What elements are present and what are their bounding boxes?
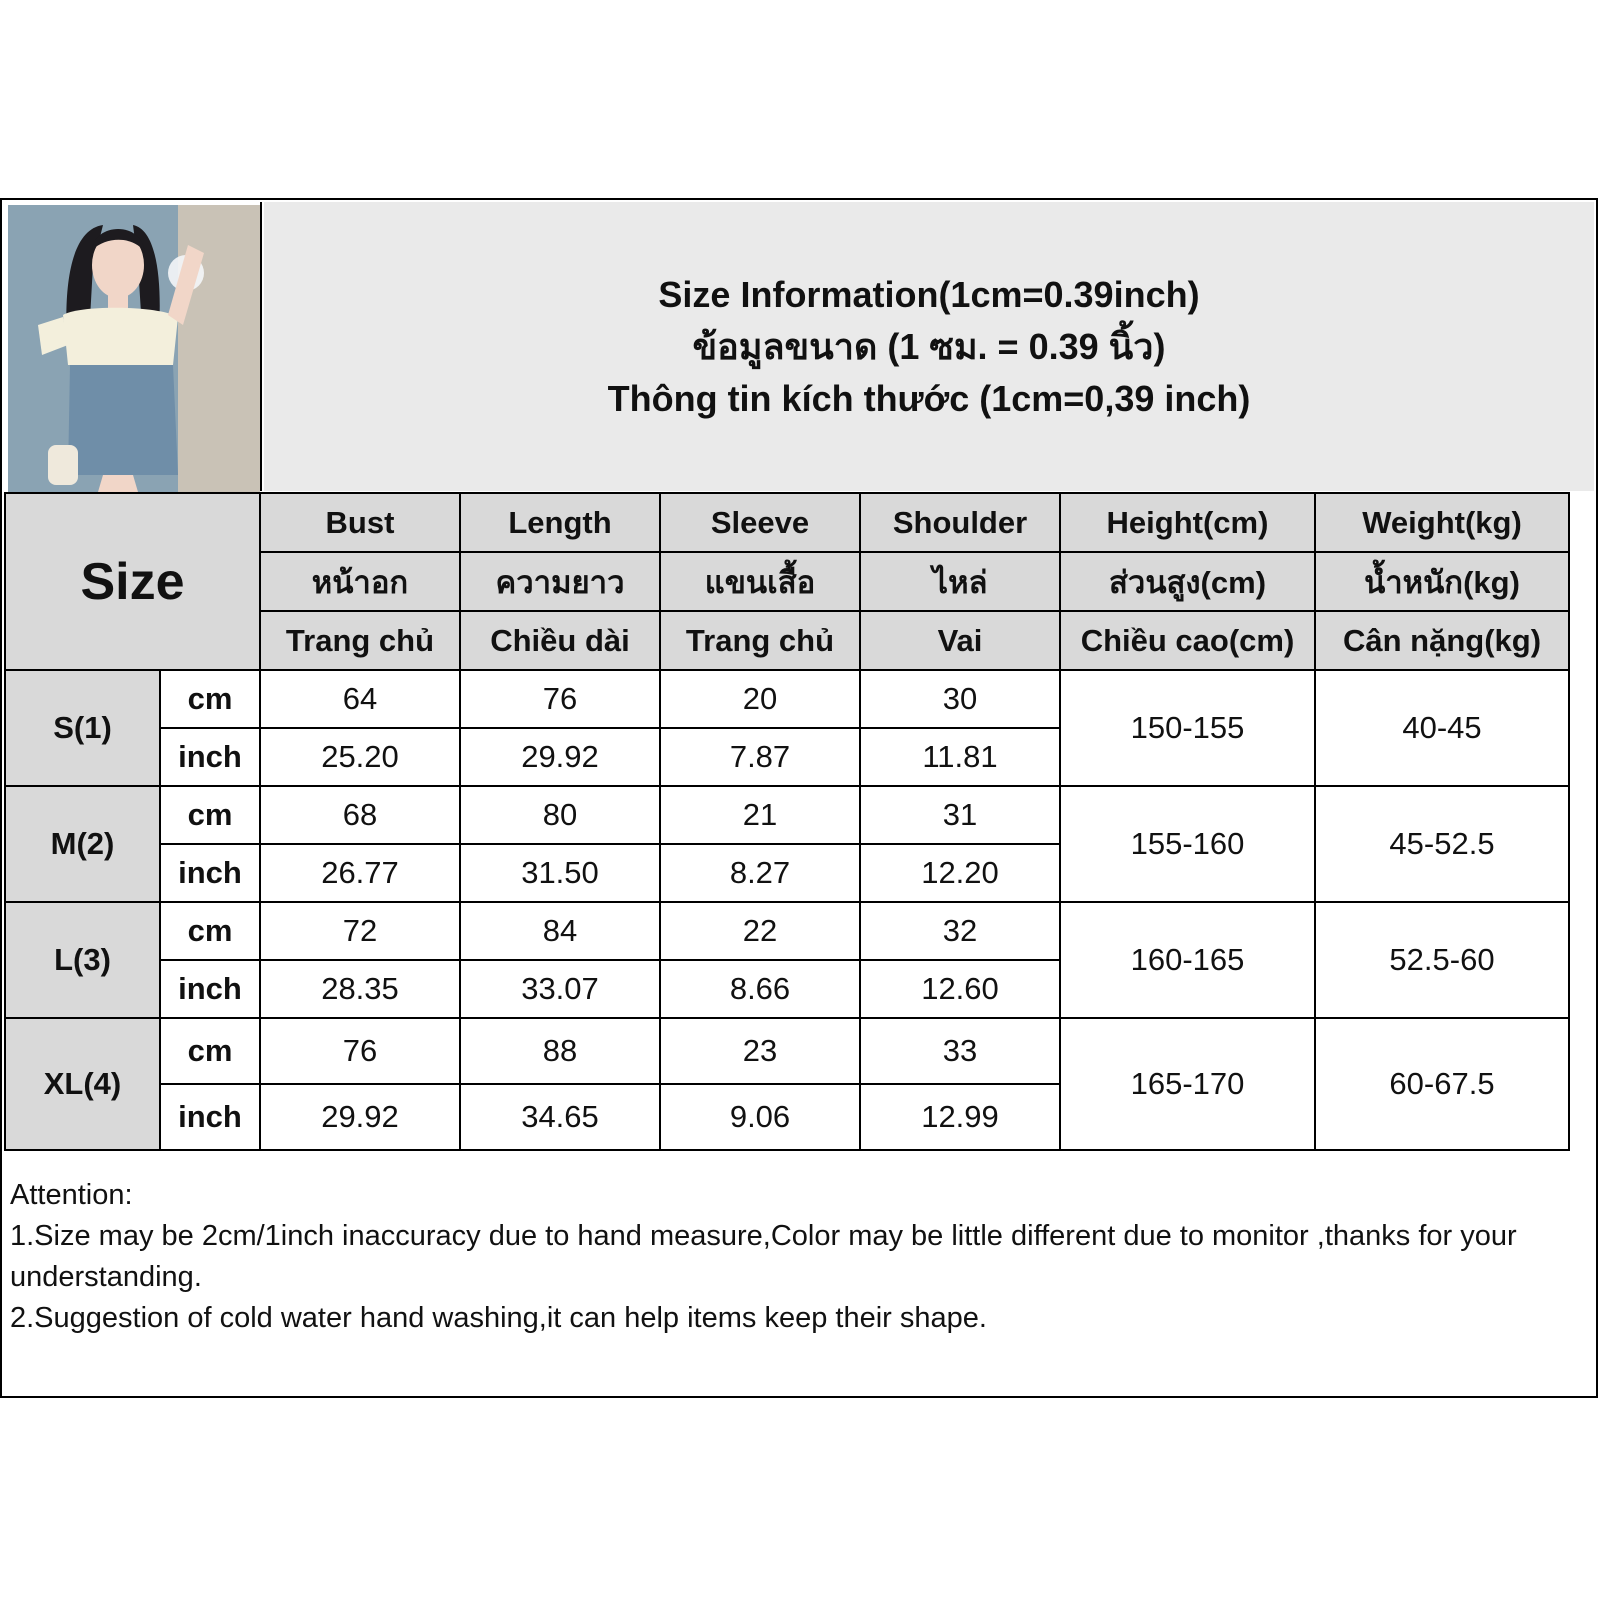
weight-range: 40-45 xyxy=(1315,670,1569,786)
length-cm: 76 xyxy=(460,670,660,728)
length-cm: 84 xyxy=(460,902,660,960)
sleeve-inch: 9.06 xyxy=(660,1084,860,1150)
column-header-height-thai: ส่วนสูง(cm) xyxy=(1060,552,1315,611)
shoulder-cm: 31 xyxy=(860,786,1060,844)
height-range: 155-160 xyxy=(1060,786,1315,902)
size-label-xl: XL(4) xyxy=(5,1018,160,1150)
length-cm: 88 xyxy=(460,1018,660,1084)
column-header-bust-thai: หน้าอก xyxy=(260,552,460,611)
length-inch: 33.07 xyxy=(460,960,660,1018)
length-inch: 34.65 xyxy=(460,1084,660,1150)
column-header-sleeve-vi: Trang chủ xyxy=(660,611,860,670)
column-header-height: Height(cm) xyxy=(1060,493,1315,552)
bust-inch: 25.20 xyxy=(260,728,460,786)
size-table xyxy=(4,492,1570,1151)
attention-note-1: 1.Size may be 2cm/1inch inaccuracy due to hand measure,Color may be little different due to monitor ,thanks for your understanding. xyxy=(10,1220,1517,1293)
unit-cm: cm xyxy=(160,902,260,960)
column-header-length-thai: ความยาว xyxy=(460,552,660,611)
table-row xyxy=(5,1018,1569,1084)
column-header-weight: Weight(kg) xyxy=(1315,493,1569,552)
sleeve-cm: 23 xyxy=(660,1018,860,1084)
title-vietnamese: Thông tin kích thước (1cm=0,39 inch) xyxy=(607,377,1251,419)
attention-note-2: 2.Suggestion of cold water hand washing,it can help items keep their shape. xyxy=(10,1302,987,1334)
height-range: 150-155 xyxy=(1060,670,1315,786)
attention-heading: Attention: xyxy=(10,1179,133,1211)
column-header-sleeve-thai: แขนเสื้อ xyxy=(660,552,860,611)
title-english: Size Information(1cm=0.39inch) xyxy=(658,273,1200,315)
sleeve-cm: 21 xyxy=(660,786,860,844)
column-header-bust-vi: Trang chủ xyxy=(260,611,460,670)
weight-range: 45-52.5 xyxy=(1315,786,1569,902)
title-thai: ข้อมูลขนาด (1 ซม. = 0.39 นิ้ว) xyxy=(692,325,1166,367)
column-header-length: Length xyxy=(460,493,660,552)
unit-cm: cm xyxy=(160,786,260,844)
model-illustration xyxy=(8,205,260,492)
unit-inch: inch xyxy=(160,728,260,786)
column-header-shoulder-vi: Vai xyxy=(860,611,1060,670)
table-row xyxy=(5,670,1569,728)
shoulder-inch: 12.20 xyxy=(860,844,1060,902)
bust-inch: 29.92 xyxy=(260,1084,460,1150)
sleeve-cm: 22 xyxy=(660,902,860,960)
sleeve-inch: 8.27 xyxy=(660,844,860,902)
column-header-length-vi: Chiều dài xyxy=(460,611,660,670)
unit-cm: cm xyxy=(160,1018,260,1084)
shoulder-cm: 32 xyxy=(860,902,1060,960)
size-information-title xyxy=(264,202,1594,491)
shoulder-inch: 12.60 xyxy=(860,960,1060,1018)
length-inch: 29.92 xyxy=(460,728,660,786)
length-inch: 31.50 xyxy=(460,844,660,902)
sleeve-inch: 7.87 xyxy=(660,728,860,786)
bust-cm: 64 xyxy=(260,670,460,728)
size-column-header: Size xyxy=(5,493,260,670)
weight-range: 52.5-60 xyxy=(1315,902,1569,1018)
shoulder-cm: 33 xyxy=(860,1018,1060,1084)
table-row xyxy=(5,902,1569,960)
size-label-m: M(2) xyxy=(5,786,160,902)
size-chart-sheet xyxy=(0,198,1598,1398)
bust-cm: 72 xyxy=(260,902,460,960)
column-header-sleeve: Sleeve xyxy=(660,493,860,552)
column-header-shoulder: Shoulder xyxy=(860,493,1060,552)
product-photo-cell xyxy=(4,202,262,491)
sleeve-inch: 8.66 xyxy=(660,960,860,1018)
header-row-english xyxy=(5,493,1569,552)
column-header-height-vi: Chiều cao(cm) xyxy=(1060,611,1315,670)
shoulder-inch: 11.81 xyxy=(860,728,1060,786)
attention-notes xyxy=(10,1175,1590,1339)
length-cm: 80 xyxy=(460,786,660,844)
product-photo xyxy=(8,205,260,492)
unit-inch: inch xyxy=(160,844,260,902)
column-header-shoulder-thai: ไหล่ xyxy=(860,552,1060,611)
unit-cm: cm xyxy=(160,670,260,728)
height-range: 160-165 xyxy=(1060,902,1315,1018)
bust-inch: 28.35 xyxy=(260,960,460,1018)
table-row xyxy=(5,786,1569,844)
shoulder-cm: 30 xyxy=(860,670,1060,728)
unit-inch: inch xyxy=(160,1084,260,1150)
column-header-weight-vi: Cân nặng(kg) xyxy=(1315,611,1569,670)
size-label-s: S(1) xyxy=(5,670,160,786)
weight-range: 60-67.5 xyxy=(1315,1018,1569,1150)
bust-inch: 26.77 xyxy=(260,844,460,902)
height-range: 165-170 xyxy=(1060,1018,1315,1150)
size-label-l: L(3) xyxy=(5,902,160,1018)
bust-cm: 76 xyxy=(260,1018,460,1084)
unit-inch: inch xyxy=(160,960,260,1018)
bust-cm: 68 xyxy=(260,786,460,844)
shoulder-inch: 12.99 xyxy=(860,1084,1060,1150)
sleeve-cm: 20 xyxy=(660,670,860,728)
column-header-bust: Bust xyxy=(260,493,460,552)
column-header-weight-thai: น้ำหนัก(kg) xyxy=(1315,552,1569,611)
